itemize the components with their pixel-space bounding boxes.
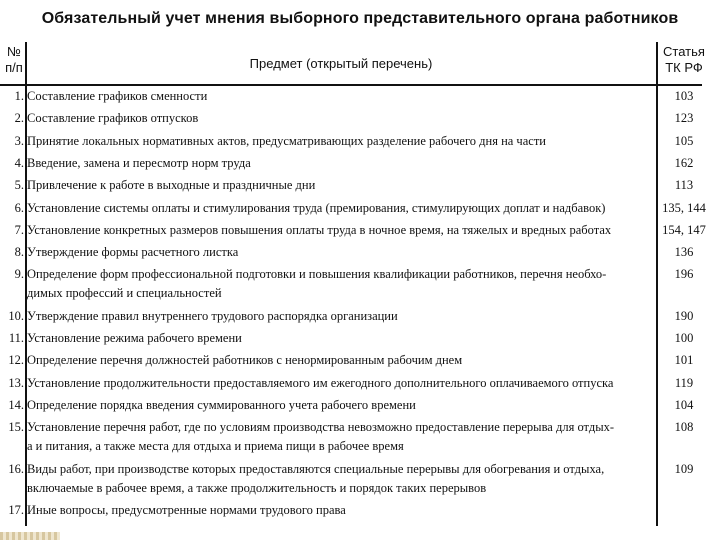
row-article: 105 (674, 133, 694, 148)
row-article: 162 (674, 155, 694, 170)
row-subject (27, 176, 657, 195)
row-article: 109 (674, 461, 694, 476)
column-header-article-line2: ТК РФ (665, 60, 703, 75)
column-header-number-line1: № (7, 44, 21, 59)
column-header-article (656, 44, 712, 76)
row-article: 119 (674, 375, 694, 390)
table-row (0, 221, 710, 240)
row-article: 100 (674, 331, 694, 345)
row-subject-line: включаемые в рабочее время, а также продолжительность и порядок таких перерывов (27, 480, 487, 495)
table-row (0, 501, 710, 520)
row-subject (27, 418, 657, 456)
row-number: 4. (14, 155, 24, 170)
row-subject-line: Определение форм профессиональной подготовки и повышения квалификации работников, перечня необхо- (27, 267, 607, 282)
row-subject-line: Виды работ, при производстве которых предоставляются специальные перерывы для обогревания и отдыха, (27, 461, 605, 476)
row-subject (27, 501, 657, 520)
row-subject (27, 199, 657, 218)
row-number: 15. (8, 420, 24, 435)
row-subject (27, 307, 657, 326)
table-row (0, 329, 710, 348)
row-article: 113 (674, 178, 694, 193)
table-row (0, 87, 710, 106)
row-number: 8. (14, 245, 24, 260)
row-article: 190 (674, 308, 694, 323)
page-title: Обязательный учет мнения выборного представительного органа работников (41, 10, 679, 27)
row-subject (27, 132, 657, 151)
table-row (0, 307, 710, 326)
row-subject-line: Привлечение к работе в выходные и праздничные дни (27, 178, 316, 193)
row-subject-line: а и питания, а также места для отдыха и приема пищи в рабочее время (27, 439, 404, 454)
row-subject (27, 109, 657, 128)
table-row (0, 154, 710, 173)
column-header-subject: Предмет (открытый перечень) (249, 56, 433, 71)
row-number: 6. (14, 200, 24, 215)
table-row (0, 396, 710, 415)
row-subject-line: Определение перечня должностей работников с ненормированным рабочим днем (27, 353, 463, 368)
table-row (0, 109, 710, 128)
row-number: 16. (8, 461, 24, 476)
row-number: 12. (8, 353, 24, 368)
row-subject (27, 221, 657, 240)
row-article: 196 (674, 267, 694, 282)
row-number: 1. (14, 89, 24, 103)
row-subject-line: Утверждение правил внутреннего трудового распорядка организации (27, 308, 398, 323)
row-subject (27, 374, 657, 393)
row-subject-line: Составление графиков отпусков (27, 111, 199, 126)
row-article: 104 (674, 397, 694, 412)
table-row (0, 199, 710, 218)
table-row (0, 265, 710, 303)
table-row (0, 132, 710, 151)
row-subject (27, 154, 657, 173)
table-row (0, 374, 710, 393)
row-article: 154, 147 (662, 222, 706, 237)
table-row (0, 243, 710, 262)
row-number: 10. (8, 308, 24, 323)
column-header-number (2, 44, 26, 76)
row-subject-line: Установление системы оплаты и стимулирования труда (премирования, стимулирующих доплат и надбавок) (27, 200, 606, 215)
row-number: 2. (14, 111, 24, 126)
row-number: 9. (14, 267, 24, 282)
decorative-strip (0, 532, 60, 540)
row-subject (27, 396, 657, 415)
table-row (0, 418, 710, 456)
row-subject-line: Введение, замена и пересмотр норм труда (27, 155, 251, 170)
row-number: 5. (14, 178, 24, 193)
table-row (0, 351, 710, 370)
row-number: 14. (8, 397, 24, 412)
row-subject (27, 460, 657, 498)
row-article: 103 (674, 89, 694, 103)
row-subject-line: Установление конкретных размеров повышения оплаты труда в ночное время, на тяжелых и вредных работах (27, 222, 612, 237)
row-number: 3. (14, 133, 24, 148)
row-subject-line: димых профессий и специальностей (27, 286, 222, 301)
row-number: 11. (8, 331, 24, 345)
row-subject-line: Установление продолжительности предоставляемого им ежегодного дополнительного оплачиваемого отпуска (27, 375, 614, 390)
row-subject (27, 351, 657, 370)
row-number: 17. (8, 502, 24, 517)
row-article: 135, 144 (662, 200, 706, 215)
table-row (0, 460, 710, 498)
row-subject-line: Иные вопросы, предусмотренные нормами трудового права (27, 502, 346, 517)
row-article: 108 (674, 420, 694, 435)
column-header-article-line1: Статья (663, 44, 705, 59)
row-subject-line: Утверждение формы расчетного листка (27, 245, 239, 260)
row-subject-line: Составление графиков сменности (27, 89, 208, 103)
row-article: 101 (674, 353, 694, 368)
row-article: 136 (674, 245, 694, 260)
row-subject (27, 265, 657, 303)
header-divider (0, 84, 702, 86)
row-subject-line: Принятие локальных нормативных актов, предусматривающих разделение рабочего дня на части (27, 133, 546, 148)
row-subject-line: Установление режима рабочего времени (27, 331, 242, 345)
row-number: 13. (8, 375, 24, 390)
row-number: 7. (14, 222, 24, 237)
table-row (0, 176, 710, 195)
row-subject-line: Определение порядка введения суммированного учета рабочего времени (27, 397, 416, 412)
row-article: 123 (674, 111, 694, 126)
row-subject-line: Установление перечня работ, где по условиям производства невозможно предоставление перерыва для отдых- (27, 420, 614, 435)
row-subject (27, 87, 657, 106)
row-subject (27, 243, 657, 262)
row-subject (27, 329, 657, 348)
column-header-number-line2: п/п (5, 60, 23, 75)
